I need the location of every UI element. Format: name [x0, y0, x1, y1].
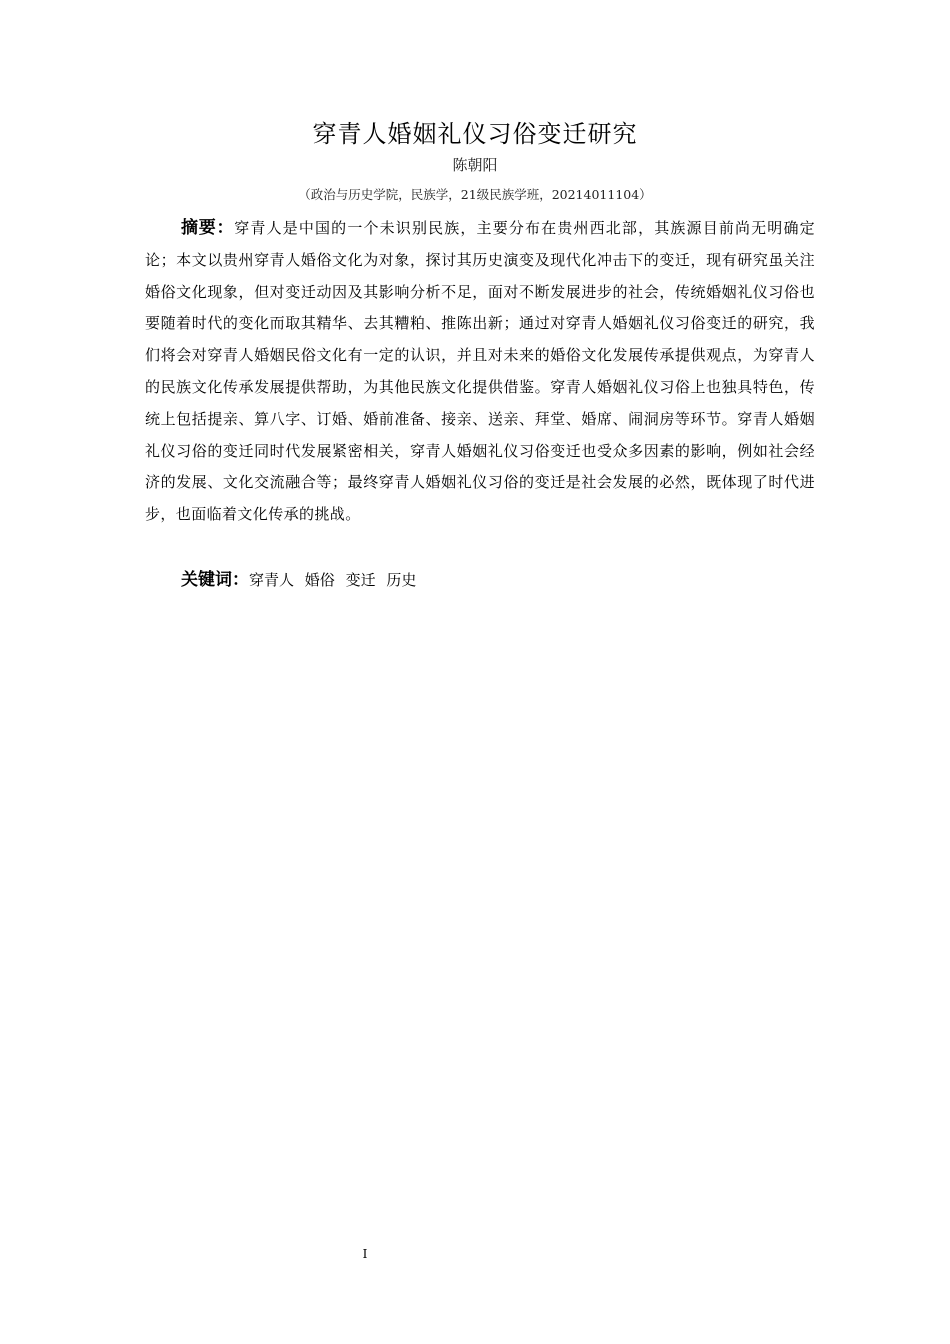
keyword-item: 穿青人	[249, 571, 295, 589]
keywords-label: 关键词：	[181, 570, 249, 590]
keyword-item: 历史	[386, 571, 417, 589]
keyword-item: 变迁	[345, 571, 376, 589]
document-title: 穿青人婚姻礼仪习俗变迁研究	[312, 120, 638, 148]
author-affiliation: （政治与历史学院，民族学，21级民族学班，20214011104）	[298, 187, 652, 202]
keyword-item: 婚俗	[304, 571, 335, 589]
abstract-text: 穿青人是中国的一个未识别民族，主要分布在贵州西北部，其族源目前尚无明确定论；本文以贵州穿青人婚俗文化为对象，探讨其历史演变及现代化冲击下的变迁，现有研究虽关注婚俗文化现象，但对变迁动因及其影响分析不足，面对不断发展进步的社会，传统婚姻礼仪习俗也要随着时代的变化而取其精华、去其糟粕、推陈出新；通过对穿青人婚姻礼仪习俗变迁的研究，我们将会对穿青人婚姻民俗文化有一定的认识，并且对未来的婚俗文化发展传承提供观点，为穿青人的民族文化传承发展提供帮助，为其他民族文化提供借鉴。穿青人婚姻礼仪习俗上也独具特色，传统上包括提亲、算八字、订婚、婚前准备、接亲、送亲、拜堂、婚席、闹洞房等环节。穿青人婚姻礼仪习俗的变迁同时代发展紧密相关，穿青人婚姻礼仪习俗变迁也受众多因素的影响，例如社会经济的发展、文化交流融合等；最终穿青人婚姻礼仪习俗的变迁是社会发展的必然，既体现了时代进步，也面临着文化传承的挑战。	[145, 219, 816, 524]
abstract-label: 摘要：	[181, 218, 235, 238]
page-number: I	[362, 1247, 368, 1261]
abstract-paragraph	[145, 213, 815, 531]
author-name: 陈朝阳	[452, 156, 498, 174]
keywords-line	[181, 565, 821, 595]
